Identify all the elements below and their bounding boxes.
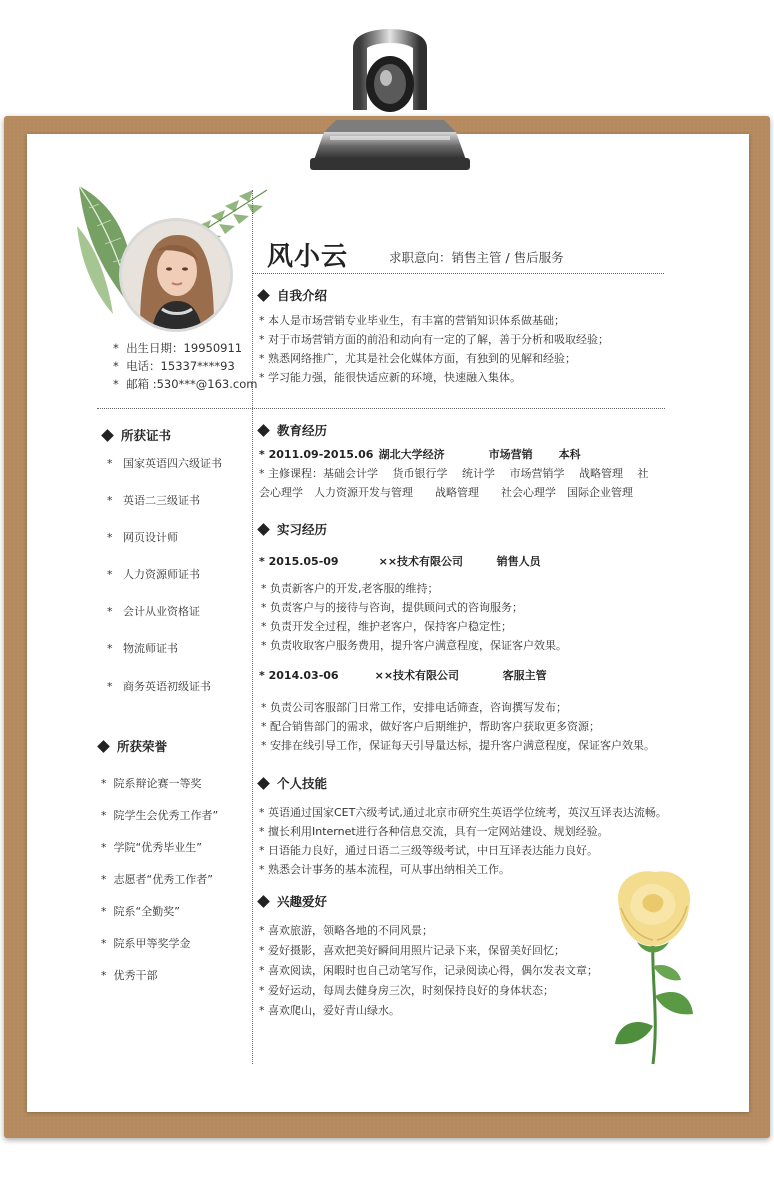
bullet: * <box>259 333 265 346</box>
duty-text: 负责公司客服部门日常工作，安排电话筛查，咨询撰写发布； <box>270 701 567 714</box>
bullet: * <box>113 341 119 355</box>
bullet: * <box>261 720 267 733</box>
hobby-text: 喜欢阅读，闲暇时也自己动笔写作，记录阅读心得，偶尔发表文章； <box>268 964 598 977</box>
column-divider <box>252 190 253 1064</box>
section-certificates <box>103 426 171 444</box>
cert-text: 网页设计师 <box>123 531 178 544</box>
phone-text: 电话：15337****93 <box>126 359 235 373</box>
bullet: * <box>261 582 267 595</box>
job-row <box>259 553 541 569</box>
section-hobbies <box>259 892 327 910</box>
job-company: ××技术有限公司 <box>378 555 464 568</box>
job-intent: 求职意向：销售主管 / 售后服务 <box>389 250 564 265</box>
skill-line <box>259 861 510 877</box>
intro-line <box>259 350 576 366</box>
hobby-line <box>259 1002 400 1018</box>
cert-text: 英语二三级证书 <box>123 494 200 507</box>
duty-line <box>261 699 567 715</box>
section-intro <box>259 286 327 304</box>
duty-text: 负责客户与的接待与咨询，提供顾问式的咨询服务； <box>270 601 523 614</box>
job-period: 2014.03-06 <box>268 669 339 682</box>
skill-line <box>259 842 598 858</box>
list-item <box>101 935 191 951</box>
intro-line <box>259 369 521 385</box>
bullet: * <box>259 964 265 977</box>
list-item <box>107 492 200 508</box>
cert-text: 物流师证书 <box>123 642 178 655</box>
duty-line <box>261 737 655 753</box>
job-period: 2015.05-09 <box>268 555 339 568</box>
intro-line <box>259 312 565 328</box>
bullet: * <box>101 873 107 886</box>
bullet: * <box>261 739 267 752</box>
bullet: * <box>101 809 107 822</box>
duty-line <box>261 618 512 634</box>
diamond-icon <box>257 895 270 908</box>
skill-line <box>259 823 609 839</box>
duty-text: 负责收取客户服务费用，提升客户满意程度，保证客户效果。 <box>270 639 567 652</box>
diamond-icon <box>257 289 270 302</box>
section-title: 实习经历 <box>277 522 328 537</box>
honor-text: 院学生会优秀工作者” <box>113 809 219 822</box>
bullet: * <box>259 1004 265 1017</box>
list-item <box>107 678 211 694</box>
bullet: * <box>259 448 265 461</box>
intro-text: 本人是市场营销专业毕业生，有丰富的营销知识体系做基础； <box>268 314 565 327</box>
duty-line <box>261 637 567 653</box>
duty-text: 安排在线引导工作，保证每天引导量达标，提升客户满意程度，保证客户效果。 <box>270 739 655 752</box>
section-title: 所获荣誉 <box>117 739 168 754</box>
bullet: * <box>259 352 265 365</box>
bullet: * <box>261 601 267 614</box>
education-degree: 本科 <box>558 448 581 461</box>
intro-text: 熟悉网络推广，尤其是社会化媒体方面，有独到的见解和经验； <box>268 352 576 365</box>
hobby-line <box>259 982 554 998</box>
bullet: * <box>259 825 265 838</box>
honor-text: 优秀干部 <box>113 969 158 982</box>
job-role: 客服主管 <box>502 669 547 682</box>
list-item <box>107 603 200 619</box>
cert-text: 人力资源师证书 <box>123 568 200 581</box>
section-honors <box>99 737 167 755</box>
skill-text: 英语通过国家CET六级考试,通过北京市研究生英语学位统考，英汉互译表达流畅。 <box>268 806 667 819</box>
education-school: 湖北大学经济 <box>378 448 445 461</box>
hobby-line <box>259 942 565 958</box>
intro-text: 对于市场营销方面的前沿和动向有一定的了解，善于分析和吸取经验； <box>268 333 609 346</box>
bullet: * <box>107 642 113 655</box>
bullet: * <box>101 969 107 982</box>
bullet: * <box>259 555 265 568</box>
list-item <box>101 903 180 919</box>
list-item <box>101 839 202 855</box>
list-item <box>101 775 202 791</box>
duty-text: 负责开发全过程，维护老客户，保持客户稳定性； <box>270 620 512 633</box>
skill-line <box>259 804 667 820</box>
bullet: * <box>259 669 265 682</box>
bullet: * <box>261 639 267 652</box>
honor-text: 院系辩论赛一等奖 <box>113 777 202 790</box>
duty-text: 负责新客户的开发,老客服的维持； <box>270 582 439 595</box>
bullet: * <box>259 314 265 327</box>
list-item <box>107 529 178 545</box>
list-item <box>107 566 200 582</box>
section-skills <box>259 774 327 792</box>
contact-email <box>113 376 257 392</box>
list-item <box>101 807 218 823</box>
section-experience <box>259 520 327 538</box>
bullet: * <box>259 467 265 480</box>
education-major: 市场营销 <box>488 448 533 461</box>
honor-text: 院系“全勤奖” <box>113 905 180 918</box>
hobby-text: 喜欢爬山，爱好青山绿水。 <box>268 1004 400 1017</box>
bullet: * <box>259 944 265 957</box>
email-text: 邮箱 :530***@163.com <box>126 377 258 391</box>
intro-text: 学习能力强，能很快适应新的环境，快速融入集体。 <box>268 371 521 384</box>
education-row <box>259 446 581 462</box>
middle-divider <box>97 408 665 409</box>
bullet: * <box>259 984 265 997</box>
contact-birthdate <box>113 340 242 356</box>
bullet: * <box>107 680 113 693</box>
bullet: * <box>259 371 265 384</box>
bullet: * <box>107 457 113 470</box>
bullet: * <box>259 844 265 857</box>
bullet: * <box>101 905 107 918</box>
cert-text: 商务英语初级证书 <box>123 680 211 693</box>
bullet: * <box>259 863 265 876</box>
diamond-icon <box>257 424 270 437</box>
courses-text: 会心理学 人力资源开发与管理 战略管理 社会心理学 国际企业管理 <box>259 486 633 499</box>
bullet: * <box>113 359 119 373</box>
header-divider <box>252 273 664 274</box>
hobby-text: 爱好运动，每周去健身房三次，时刻保持良好的身体状态； <box>268 984 554 997</box>
job-row <box>259 667 547 683</box>
binder-clip <box>300 20 480 180</box>
diamond-icon <box>257 777 270 790</box>
diamond-icon <box>257 523 270 536</box>
bullet: * <box>261 701 267 714</box>
contact-phone <box>113 358 235 374</box>
cert-text: 国家英语四六级证书 <box>123 457 222 470</box>
bullet: * <box>259 806 265 819</box>
bullet: * <box>101 777 107 790</box>
courses-text: 主修课程：基础会计学 货币银行学 统计学 市场营销学 战略管理 社 <box>268 467 649 480</box>
candidate-name: 风小云 <box>267 242 349 272</box>
bullet: * <box>101 937 107 950</box>
honor-text: 院系甲等奖学金 <box>113 937 191 950</box>
list-item <box>107 640 178 656</box>
hobby-line <box>259 962 598 978</box>
section-title: 所获证书 <box>121 428 172 443</box>
resume-page <box>27 134 749 1112</box>
bullet: * <box>107 494 113 507</box>
courses-line <box>259 465 648 481</box>
duty-text: 配合销售部门的需求，做好客户后期维护，帮助客户获取更多资源； <box>270 720 600 733</box>
skill-text: 熟悉会计事务的基本流程，可从事出纳相关工作。 <box>268 863 510 876</box>
list-item <box>107 455 222 471</box>
job-role: 销售人员 <box>496 555 541 568</box>
hobby-text: 喜欢旅游，领略各地的不同风景； <box>268 924 433 937</box>
section-title: 个人技能 <box>277 776 328 791</box>
duty-line <box>261 599 523 615</box>
avatar <box>119 218 233 332</box>
section-education <box>259 421 327 439</box>
section-title: 教育经历 <box>277 423 328 438</box>
bullet: * <box>101 841 107 854</box>
bullet: * <box>113 377 119 391</box>
birthdate-text: 出生日期：19950911 <box>126 341 243 355</box>
list-item <box>101 967 158 983</box>
courses-line <box>259 484 633 500</box>
duty-line <box>261 718 600 734</box>
list-item <box>101 871 213 887</box>
honor-text: 学院“优秀毕业生” <box>113 841 202 854</box>
job-company: ××技术有限公司 <box>374 669 460 682</box>
education-period: 2011.09-2015.06 <box>268 448 374 461</box>
hobby-line <box>259 922 433 938</box>
skill-text: 擅长利用Internet进行各种信息交流，具有一定网站建设、规划经验。 <box>268 825 609 838</box>
section-title: 兴趣爱好 <box>277 894 328 909</box>
bullet: * <box>259 924 265 937</box>
bullet: * <box>107 568 113 581</box>
cert-text: 会计从业资格证 <box>123 605 200 618</box>
duty-line <box>261 580 439 596</box>
hobby-text: 爱好摄影，喜欢把美好瞬间用照片记录下来，保留美好回忆； <box>268 944 565 957</box>
rose-decoration <box>607 866 699 1066</box>
honor-text: 志愿者“优秀工作者” <box>113 873 213 886</box>
intro-line <box>259 331 609 347</box>
bullet: * <box>107 531 113 544</box>
bullet: * <box>107 605 113 618</box>
section-title: 自我介绍 <box>277 288 328 303</box>
diamond-icon <box>97 740 110 753</box>
diamond-icon <box>101 429 114 442</box>
skill-text: 日语能力良好，通过日语二三级等级考试，中日互译表达能力良好。 <box>268 844 598 857</box>
bullet: * <box>261 620 267 633</box>
